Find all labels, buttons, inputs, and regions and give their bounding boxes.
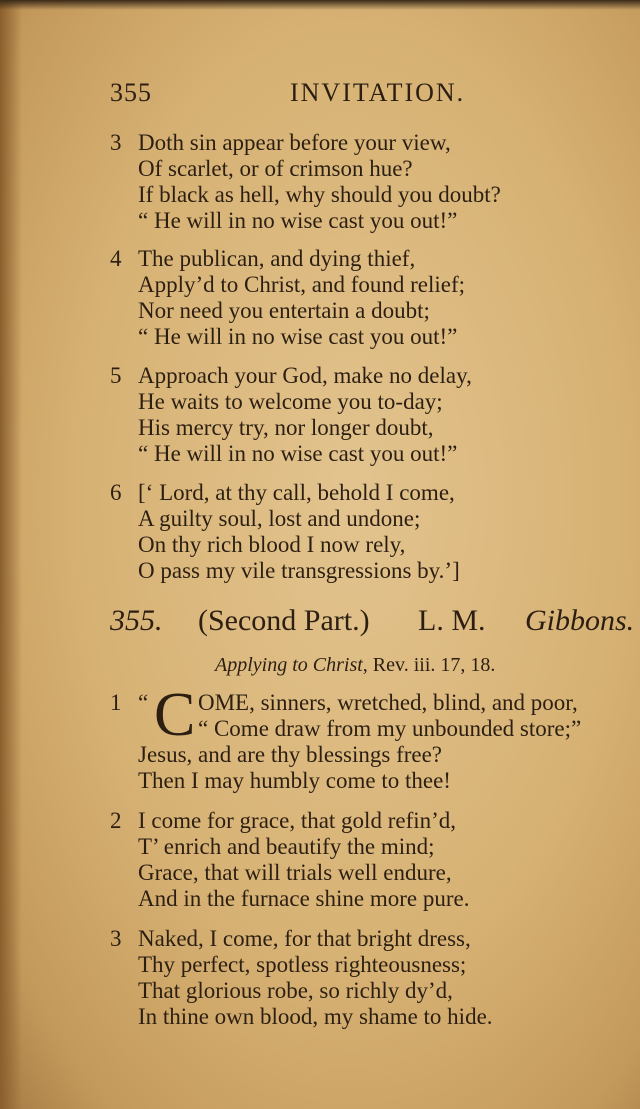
stanza-number: 6 [110, 480, 122, 505]
verse-line: [‘ Lord, at thy call, behold I come, [138, 480, 455, 505]
verse-line: Jesus, and are thy blessings free? [138, 742, 443, 767]
hymn-part: (Second Part.) [198, 604, 370, 637]
running-title: INVITATION. [290, 78, 466, 107]
verse-line: “ Come draw from my unbounded store;” [198, 716, 582, 741]
verse-line: In thine own blood, my shame to hide. [138, 1004, 493, 1029]
verse-line: “ He will in no wise cast you out!” [138, 208, 458, 233]
hymn-number: 355. [110, 604, 163, 637]
verse-line: Nor need you entertain a doubt; [138, 298, 430, 323]
drop-cap: C [154, 681, 196, 749]
verse-line: Apply’d to Christ, and found relief; [138, 272, 466, 297]
page-shadow-edge [0, 0, 22, 1109]
scripture-reference: Rev. iii. 17, 18. [372, 654, 496, 676]
verse-line: Then I may humbly come to thee! [138, 768, 451, 793]
verse-line: That glorious robe, so richly dy’d, [138, 978, 453, 1003]
stanza-number: 1 [110, 690, 122, 715]
verse-line: Approach your God, make no delay, [138, 363, 472, 388]
verse-line: Doth sin appear before your view, [138, 130, 451, 155]
verse-line: The publican, and dying thief, [138, 246, 416, 271]
verse-line: He waits to welcome you to-day; [138, 389, 443, 414]
verse-line: I come for grace, that gold refin’d, [138, 808, 457, 833]
stanza-number: 5 [110, 363, 122, 388]
verse-line: O pass my vile transgressions by.’] [138, 558, 460, 583]
verse-line: “ He will in no wise cast you out!” [138, 441, 458, 466]
hymn-meter: L. M. [418, 604, 486, 637]
verse-line: Of scarlet, or of crimson hue? [138, 156, 413, 181]
verse-line: Naked, I come, for that bright dress, [138, 926, 471, 951]
verse-line: His mercy try, nor longer doubt, [138, 415, 434, 440]
verse-line: A guilty soul, lost and undone; [138, 506, 421, 531]
verse-line: On thy rich blood I now rely, [138, 532, 406, 557]
stanza-number: 4 [110, 246, 122, 271]
stanza-number: 3 [110, 130, 122, 155]
hymn-subtitle [215, 654, 495, 677]
page-top-edge [0, 0, 640, 10]
verse-line: Grace, that will trials well endure, [138, 860, 452, 885]
verse-line: Thy perfect, spotless righteousness; [138, 952, 467, 977]
verse-line: And in the furnace shine more pure. [138, 886, 470, 911]
opening-quote: “ [138, 690, 149, 715]
hymn-heading [110, 604, 640, 644]
verse-line: If black as hell, why should you doubt? [138, 182, 501, 207]
page-header [0, 78, 640, 114]
subtitle-theme: Applying to Christ, [215, 654, 368, 676]
verse-line: “ He will in no wise cast you out!” [138, 324, 458, 349]
verse-line: T’ enrich and beautify the mind; [138, 834, 435, 859]
hymn-tune: Gibbons. [525, 604, 635, 637]
stanza-number: 2 [110, 808, 122, 833]
page-number: 355 [110, 78, 152, 107]
stanza-number: 3 [110, 926, 122, 951]
verse-line: OME, sinners, wretched, blind, and poor, [198, 690, 578, 715]
